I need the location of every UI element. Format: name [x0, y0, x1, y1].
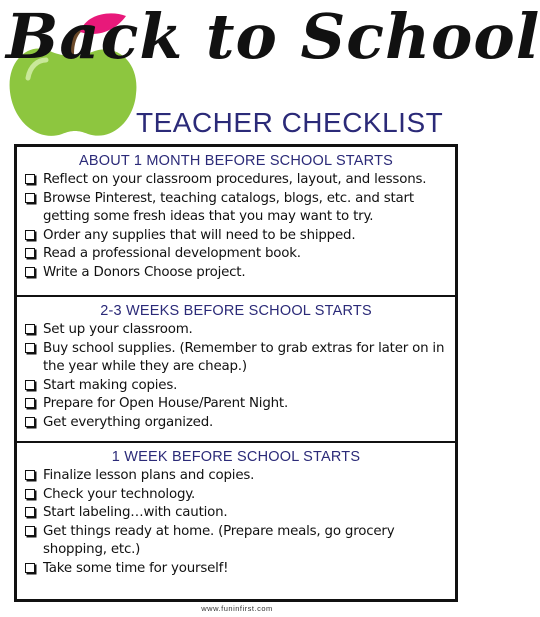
footer-credit: www.funinfirst.com [201, 604, 273, 613]
checkbox[interactable] [25, 489, 35, 499]
checklist-item-text: Set up your classroom. [43, 322, 193, 337]
header [0, 0, 540, 150]
checklist-item-text: Check your technology. [43, 486, 196, 502]
checkbox[interactable] [25, 343, 35, 353]
checkbox[interactable] [25, 324, 35, 334]
checklist-section-1-month [17, 147, 455, 297]
checklist-item [23, 467, 449, 486]
checkbox[interactable] [25, 230, 35, 240]
checklist-item [23, 414, 449, 433]
checklist-items [23, 321, 449, 433]
checklist-item-text: Write a Donors Choose project. [43, 264, 246, 280]
checkbox[interactable] [25, 470, 35, 480]
checklist-item-text: Start making copies. [43, 377, 178, 393]
checklist-item-text: Buy school supplies. (Remember to grab extras for later on in the year while they are cheap.) [43, 340, 445, 375]
checklist-item [23, 340, 449, 377]
checklist-item [23, 190, 449, 227]
checkbox[interactable] [25, 563, 35, 573]
checklist-item [23, 264, 449, 283]
page-title: Back to School [6, 0, 540, 73]
checklist-item-text: Order any supplies that will need to be shipped. [43, 227, 356, 243]
checklist-section-1-week [17, 443, 455, 599]
checkbox[interactable] [25, 398, 35, 408]
checkbox[interactable] [25, 193, 35, 203]
checklist-item [23, 560, 449, 579]
page-subtitle: TEACHER CHECKLIST [136, 107, 444, 138]
checklist-item-text: Get everything organized. [43, 414, 214, 430]
section-heading: 2-3 WEEKS BEFORE SCHOOL STARTS [100, 303, 372, 319]
checklist-item-text: Finalize lesson plans and copies. [43, 468, 255, 483]
checklist-item [23, 321, 449, 340]
checklist-box [14, 144, 458, 602]
checklist-items [23, 467, 449, 579]
checklist-item-text: Browse Pinterest, teaching catalogs, blogs, etc. and start getting some fresh ideas that you may want to try. [43, 190, 414, 225]
checklist-item [23, 504, 449, 523]
checklist-item-text: Get things ready at home. (Prepare meals, go grocery shopping, etc.) [43, 523, 395, 558]
checkbox[interactable] [25, 507, 35, 517]
checkbox[interactable] [25, 526, 35, 536]
checklist-item-text: Reflect on your classroom procedures, layout, and lessons. [43, 172, 427, 187]
checklist-item [23, 245, 449, 264]
checklist-item [23, 227, 449, 246]
checkbox[interactable] [25, 380, 35, 390]
checklist-item [23, 377, 449, 396]
checklist-item [23, 171, 449, 190]
checklist-item-text: Prepare for Open House/Parent Night. [43, 396, 289, 412]
checklist-item [23, 523, 449, 560]
checklist-item-text: Read a professional development book. [43, 246, 301, 262]
checkbox[interactable] [25, 248, 35, 258]
checklist-item-text: Start labeling…with caution. [43, 505, 228, 521]
checklist-items [23, 171, 449, 283]
checkbox[interactable] [25, 417, 35, 427]
section-heading: ABOUT 1 MONTH BEFORE SCHOOL STARTS [78, 153, 394, 169]
checkbox[interactable] [25, 174, 35, 184]
checklist-section-2-3-weeks [17, 297, 455, 443]
checklist-item [23, 395, 449, 414]
section-heading: 1 WEEK BEFORE SCHOOL STARTS [111, 449, 361, 465]
checkbox[interactable] [25, 267, 35, 277]
checklist-item [23, 486, 449, 505]
checklist-item-text: Take some time for yourself! [43, 560, 229, 576]
